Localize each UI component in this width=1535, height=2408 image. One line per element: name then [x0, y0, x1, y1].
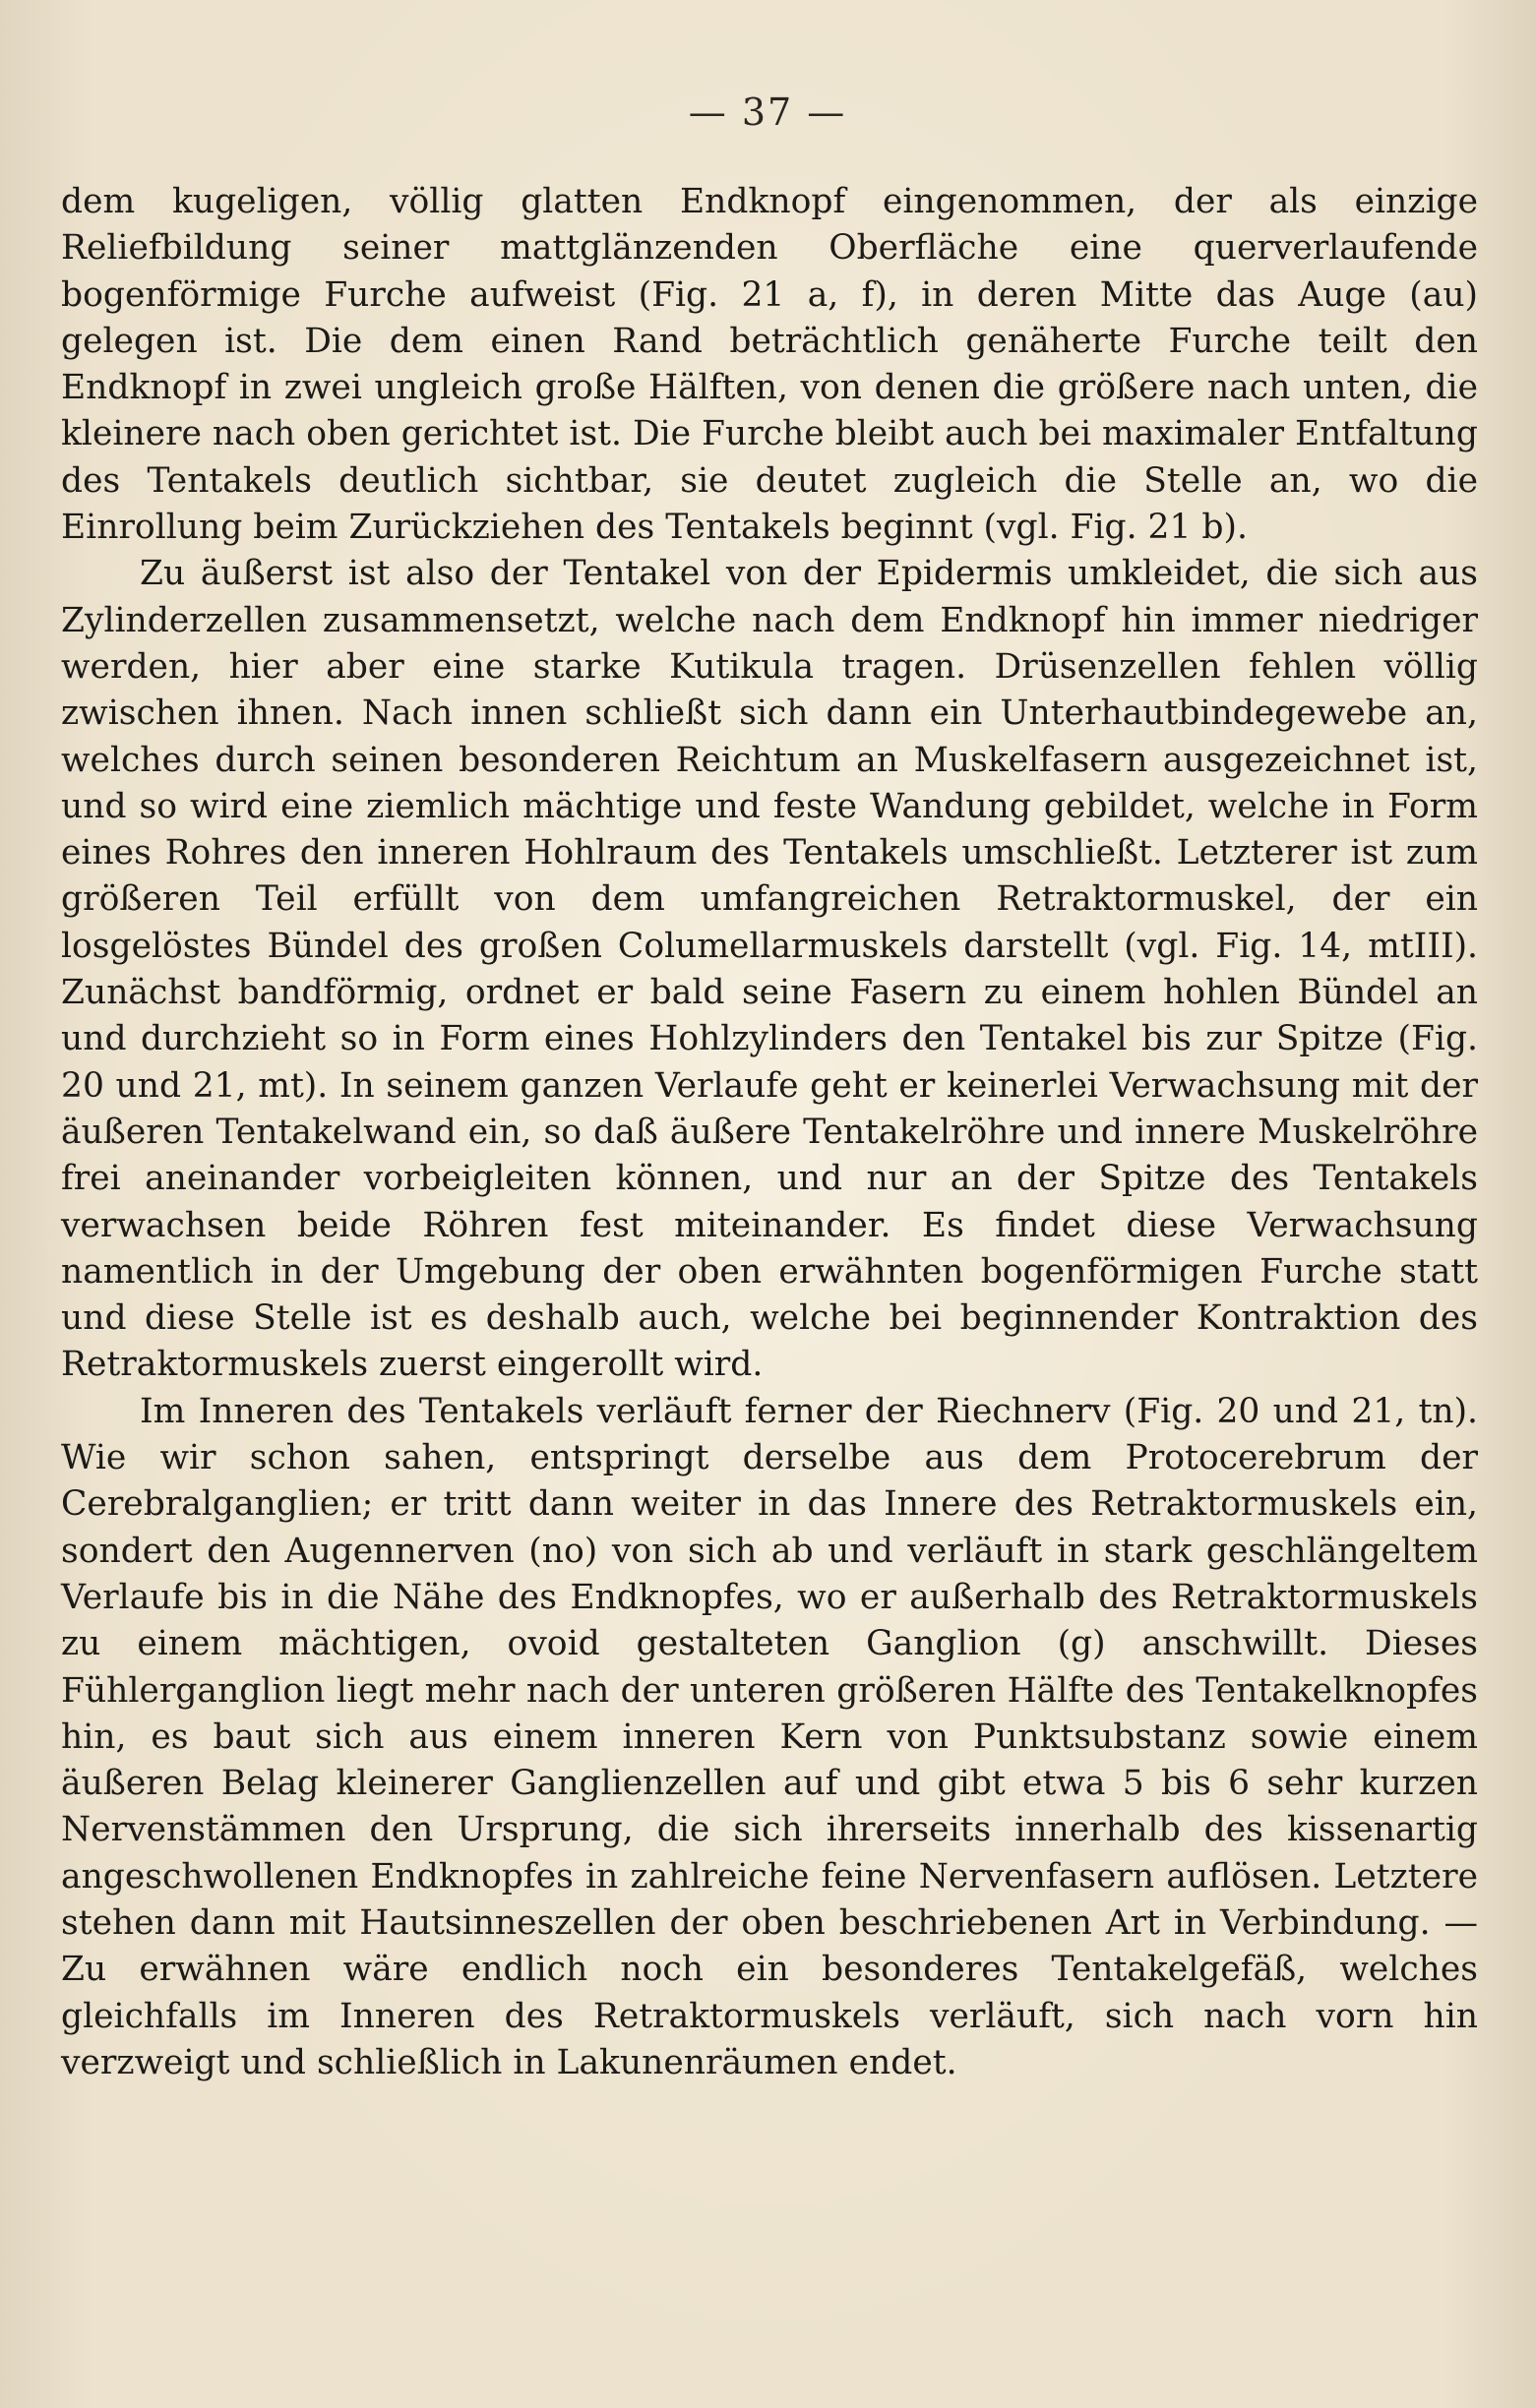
- paragraph-riechnerv: Im Inneren des Tentakels verläuft ferner der Riechnerv (Fig. 20 und 21, tn). Wie wir schon sahen, entspringt derselbe aus dem Protocerebrum der Cerebralganglien; er tritt dann weiter in das Innere des Retraktormuskels ein, sondert den Augennerven (no) von sich ab und verläuft in stark geschlängeltem Verlaufe bis in die Nähe des Endknopfes, wo er außerhalb des Retraktormuskels zu einem mächtigen, ovoid gestalteten Ganglion (g) anschwillt. Dieses Fühlerganglion liegt mehr nach der unteren größeren Hälfte des Tentakelknopfes hin, es baut sich aus einem inneren Kern von Punktsubstanz sowie einem äußeren Belag kleinerer Ganglienzellen auf und gibt etwa 5 bis 6 sehr kurzen Nervenstämmen den Ursprung, die sich ihrerseits innerhalb des kissenartig angeschwollenen Endknopfes in zahlreiche feine Nervenfasern auflösen. Letztere stehen dann mit Hautsinneszellen der oben beschriebenen Art in Verbindung. — Zu erwähnen wäre endlich noch ein besonderes Tentakelgefäß, welches gleichfalls im Inneren des Retraktormuskels verläuft, sich nach vorn hin verzweigt und schließlich in Lakunenräumen endet.: [61, 1391, 1478, 2082]
- body-text: [61, 179, 1478, 2086]
- page-number: — 37 —: [688, 90, 847, 134]
- paragraph-epidermis: Zu äußerst ist also der Tentakel von der Epidermis umkleidet, die sich aus Zylinderzellen zusammensetzt, welche nach dem Endknopf hin immer niedriger werden, hier aber eine starke Kutikula tragen. Drüsenzellen fehlen völlig zwischen ihnen. Nach innen schließt sich dann ein Unterhautbindegewebe an, welches durch seinen besonderen Reichtum an Muskelfasern ausgezeichnet ist, und so wird eine ziemlich mächtige und feste Wandung gebildet, welche in Form eines Rohres den inneren Hohlraum des Tentakels umschließt. Letzterer ist zum größeren Teil erfüllt von dem umfangreichen Retraktormuskel, der ein losgelöstes Bündel des großen Columellarmuskels darstellt (vgl. Fig. 14, mtIII). Zunächst bandförmig, ordnet er bald seine Fasern zu einem hohlen Bündel an und durchzieht so in Form eines Hohlzylinders den Tentakel bis zur Spitze (Fig. 20 und 21, mt). In seinem ganzen Verlaufe geht er keinerlei Verwachsung mit der äußeren Tentakelwand ein, so daß äußere Tentakelröhre und innere Muskelröhre frei aneinander vorbeigleiten können, und nur an der Spitze des Tentakels verwachsen beide Röhren fest miteinander. Es findet diese Verwachsung namentlich in der Umgebung der oben erwähnten bogenförmigen Furche statt und diese Stelle ist es deshalb auch, welche bei beginnender Kontraktion des Retraktormuskels zuerst eingerollt wird.: [61, 554, 1478, 1385]
- paragraph-continuation: dem kugeligen, völlig glatten Endknopf eingenommen, der als einzige Reliefbildung seiner mattglänzenden Oberfläche eine querverlaufende bogenförmige Furche aufweist (Fig. 21 a, f), in deren Mitte das Auge (au) gelegen ist. Die dem einen Rand beträchtlich genäherte Furche teilt den Endknopf in zwei ungleich große Hälften, von denen die größere nach unten, die kleinere nach oben gerichtet ist. Die Furche bleibt auch bei maximaler Entfaltung des Tentakels deutlich sichtbar, sie deutet zugleich die Stelle an, wo die Einrollung beim Zurückziehen des Tentakels beginnt (vgl. Fig. 21 b).: [61, 182, 1478, 548]
